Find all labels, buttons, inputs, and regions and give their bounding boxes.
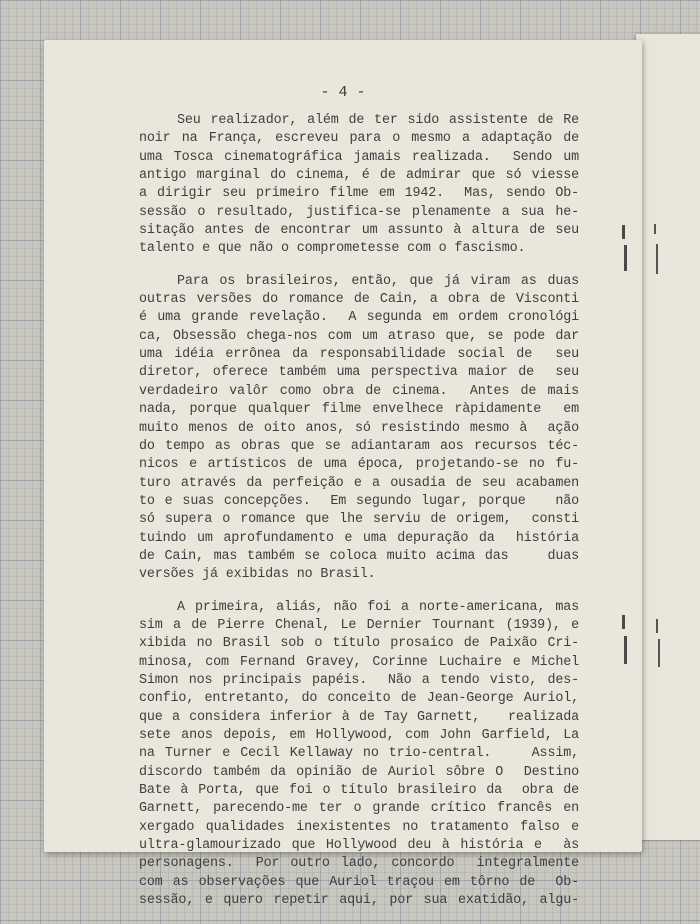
text-line: sim a de Pierre Chenal, Le Dernier Tournant (1939), e bbox=[139, 617, 579, 633]
text-line: uma Tosca cinematográfica jamais realizada. Sendo um bbox=[139, 149, 579, 165]
text-line: xibida no Brasil sob o título prosaico de Paixão Cri- bbox=[139, 636, 579, 652]
text-line: Simon nos principais papéis. Não a tendo visto, des- bbox=[139, 672, 579, 688]
text-line: A primeira, aliás, não foi a norte-americana, mas bbox=[177, 599, 579, 615]
text-line: Seu realizador, além de ter sido assistente de Re bbox=[177, 113, 579, 128]
document-page bbox=[44, 40, 642, 909]
binding-mark bbox=[656, 619, 658, 633]
binding-mark bbox=[654, 224, 656, 234]
text-line: outras versões do romance de Cain, a obra de Visconti bbox=[139, 292, 579, 308]
text-line: sitação antes de encontrar um assunto à altura de seu bbox=[139, 223, 579, 239]
text-line: noir na França, escreveu para o mesmo a adaptação de bbox=[139, 131, 579, 147]
text-line: tuindo um aprofundamento e uma depuração da história bbox=[139, 530, 579, 546]
binding-mark bbox=[658, 639, 660, 667]
page-number: - 4 - bbox=[320, 84, 366, 101]
binding-mark bbox=[656, 244, 658, 274]
text-line: é uma grande revelação. A segunda em ordem cronológi bbox=[139, 310, 579, 326]
text-line: muito menos de oito anos, só resistindo mesmo à ação bbox=[139, 420, 579, 436]
text-line: Garnett, parecendo-me ter o grande crítico francês en bbox=[139, 801, 579, 817]
text-line: confio, entretanto, do conceito de Jean-George Auriol, bbox=[139, 691, 579, 707]
text-line: ca, Obsessão chega-nos com um atraso que, se pode dar bbox=[139, 328, 579, 344]
text-line: sessão o resultado, justifica-se plenamente a sua he- bbox=[139, 204, 579, 220]
text-line: verdadeiro valôr como obra de cinema. Antes de mais bbox=[139, 383, 579, 399]
text-line: ultra-glamourizado que Hollywood deu à história e às bbox=[139, 838, 579, 854]
text-line: só supera o romance que lhe serviu de origem, consti bbox=[139, 512, 579, 528]
binding-hole bbox=[622, 615, 625, 629]
text-line: que a considera inferior à de Tay Garnett, realizada bbox=[139, 709, 579, 725]
text-line: antigo marginal do cinema, é de admirar que só viesse bbox=[139, 168, 579, 184]
text-line: sete anos depois, em Hollywood, com John Garfield, La bbox=[139, 728, 579, 743]
text-line: uma idéia errônea da responsabilidade social de seu bbox=[139, 347, 579, 363]
binding-hole bbox=[624, 245, 627, 271]
text-line: personagens. Por outro lado, concordo integralmente bbox=[139, 856, 579, 872]
text-line: do tempo as obras que se adiantaram aos recursos téc- bbox=[139, 438, 579, 454]
text-line: de Cain, mas também se coloca muito acima das duas bbox=[139, 548, 579, 564]
binding-hole bbox=[624, 636, 627, 664]
body-text bbox=[139, 112, 579, 924]
text-line: Para os brasileiros, então, que já viram as duas bbox=[177, 273, 579, 289]
paragraph bbox=[139, 273, 579, 585]
text-line: Bate à Porta, que foi o título brasileiro da obra de bbox=[139, 783, 579, 799]
text-line: nicos e artísticos de uma época, projetando-se no fu- bbox=[139, 457, 579, 473]
text-line: discordo também da opinião de Auriol sôbre O Destino bbox=[139, 764, 579, 780]
text-line: turo através da perfeição e a ousadia de seu acabamen bbox=[139, 475, 579, 491]
text-line: minosa, com Fernand Gravey, Corinne Luchaire e Michel bbox=[139, 654, 579, 670]
text-line: diretor, oferece também uma perspectiva maior de seu bbox=[139, 365, 579, 381]
text-line: nada, porque qualquer filme envelhece ràpidamente em bbox=[139, 402, 579, 418]
text-line: na Turner e Cecil Kellaway no trio-central. Assim, bbox=[139, 746, 579, 762]
paragraph bbox=[139, 112, 579, 259]
text-line: com as observações que Auriol traçou em tôrno de Ob- bbox=[139, 874, 579, 890]
text-line: a dirigir seu primeiro filme em 1942. Mas, sendo Ob- bbox=[139, 186, 579, 202]
binding-hole bbox=[622, 225, 625, 239]
paragraph bbox=[139, 599, 579, 911]
text-line: sessão, e quero repetir aqui, por sua exatidão, algu- bbox=[139, 893, 579, 909]
text-line: talento e que não o comprometesse com o fascismo. bbox=[139, 241, 526, 257]
text-line: versões já exibidas no Brasil. bbox=[139, 567, 376, 583]
text-line: to e suas concepções. Em segundo lugar, porque não bbox=[139, 493, 579, 509]
text-line: xergado qualidades inexistentes no tratamento falso e bbox=[139, 819, 579, 835]
adjacent-page bbox=[636, 34, 700, 840]
